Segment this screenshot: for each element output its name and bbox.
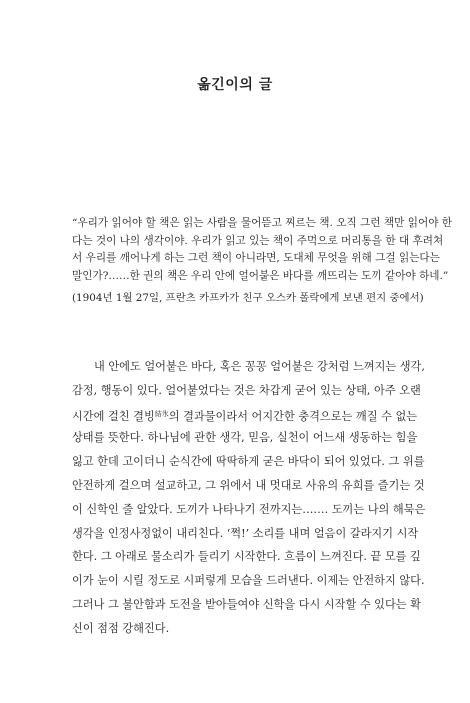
body-line: 상태를 뜻한다. 하나님에 관한 생각, 믿음, 실천이 어느새 생동하는 힘을 [72,431,418,445]
body-line: 안전하게 걸으며 설교하고, 그 위에서 내 멋대로 사유의 유희를 즐기는 것 [72,478,425,492]
body-line: 한다. 그 아래로 물소리가 들리기 시작한다. 흐름이 느껴진다. 끝 모를 깊 [72,550,421,564]
body-line: 그러나 그 불안함과 도전을 받아들여야 신학을 다시 시작할 수 있다는 확 [72,597,421,611]
body-line: 잃고 한데 고이더니 순식간에 딱딱하게 굳은 바닥이 되어 있었다. 그 위를 [72,455,425,469]
page-title: 옮긴이의 글 [197,77,273,93]
quote-line: 서 우리를 깨어나게 하는 그런 책이 아니라면, 도대체 무엇을 위해 그걸 읽는다는 [72,252,440,264]
body-line: 생각을 인정사정없이 내리친다. ‘쩍!’ 소리를 내며 얼음이 갈라지기 시작 [72,526,419,540]
body-paragraph [72,355,426,641]
body-line: 이 신학인 줄 알았다. 도끼가 나타나기 전까지는……. 도끼는 나의 해묵은 [72,502,426,516]
body-line: 신이 점점 강해진다. [72,621,170,635]
quote-source: (1904년 1월 27일, 프란츠 카프카가 친구 오스카 폴락에게 보낸 편지 중에서) [72,292,424,304]
body-line: 내 안에도 얼어붙은 바다, 혹은 꽁꽁 얼어붙은 강처럼 느껴지는 생각, [94,360,425,373]
body-line: 감정, 행동이 있다. 얼어붙었다는 것은 차갑게 굳어 있는 상태, 아주 오랜 [72,383,421,397]
epigraph-quote [72,215,453,307]
body-line [72,403,418,427]
body-line: 이가 눈이 시릴 정도로 시퍼렇게 모습을 드러낸다. 이제는 안전하지 않다. [72,574,425,588]
quote-line: “우리가 읽어야 할 책은 읽는 사람을 물어뜯고 찌르는 책. 오직 그런 책만 읽어야 한 [72,217,453,229]
body-line-text: 시간에 걸친 결빙 [72,409,155,423]
quote-line: 말인가?……한 권의 책은 우리 안에 얼어붙은 바다를 깨뜨리는 도끼 같아야 하네.” [72,269,449,282]
hanja-superscript: 結氷 [154,409,169,418]
quote-line: 다는 것이 나의 생각이야. 우리가 읽고 있는 책이 주먹으로 머리통을 한 대 후려쳐 [72,234,444,247]
body-line-text: 의 결과물이라서 어지간한 충격으로는 깨질 수 없는 [168,409,418,423]
